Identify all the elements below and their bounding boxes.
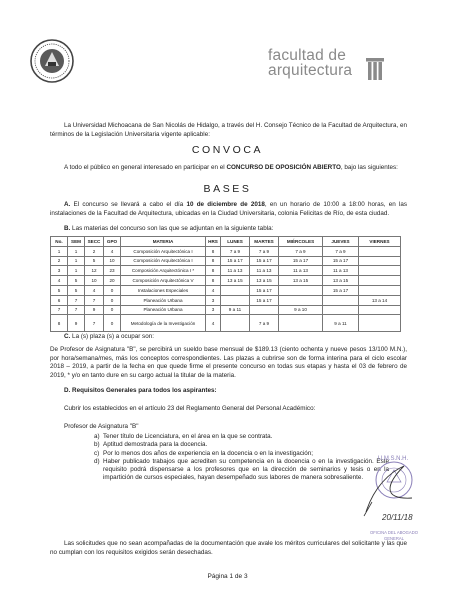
cell-miercoles: 9 a 10: [279, 305, 323, 315]
requisito-b-letter: b): [94, 441, 100, 448]
cell-secc: 12: [85, 266, 104, 276]
cell-hrs: 8: [206, 246, 221, 256]
cell-materia: Composición Arquitectónica I: [121, 246, 206, 256]
cell-jueves: [323, 305, 359, 315]
requisito-a-text: Tener título de Licenciatura, en el área en la que se contrata.: [103, 433, 273, 440]
cell-martes: 15 a 17: [250, 256, 279, 266]
requisito-a: [94, 433, 353, 441]
cell-secc: 7: [85, 315, 104, 332]
stamp-date: 20/11/18: [382, 513, 413, 522]
cell-secc: 4: [85, 285, 104, 295]
section-c-text: La (s) plaza (s) a ocupar son:: [70, 333, 154, 340]
cell-martes: 7 a 9: [250, 315, 279, 332]
cell-viernes: [359, 315, 401, 332]
brand-line-1: facultad de: [268, 47, 347, 64]
cell-lunes: 9 a 11: [221, 305, 250, 315]
col-header-no: No.: [51, 237, 68, 247]
table-row: [51, 276, 401, 286]
cell-no: 3: [51, 266, 68, 276]
cell-viernes: [359, 246, 401, 256]
convoca-text-b: CONCURSO DE OPOSICIÓN ABIERTO: [226, 164, 341, 171]
col-header-lunes: LUNES: [221, 237, 250, 247]
official-stamp-signature: [360, 452, 430, 547]
stamp-line-3: GENERAL: [383, 536, 405, 541]
cell-lunes: 15 a 17: [221, 256, 250, 266]
cell-jueves: 13 a 15: [323, 276, 359, 286]
cell-materia: Composición Arquitectónica V: [121, 276, 206, 286]
cell-lunes: [221, 285, 250, 295]
cell-gpo: 0: [104, 285, 121, 295]
requisito-c: [94, 450, 353, 458]
section-a-date: 10 de diciembre de 2018: [186, 201, 265, 208]
brand-line-2: arquitectura: [268, 62, 353, 79]
cell-materia: Composición Arquitectónica I: [121, 256, 206, 266]
plaza-paragraph: De Profesor de Asignatura "B", se percibirá un sueldo base mensual de $189.13 (ciento ochenta y nueve pesos 13/100 M.N.), por hora/semana/mes, más los conceptos correspondientes. Las plazas a cubrirse son de forma interina para el ciclo escolar 2018 – 2019, a partir de la fecha en que quede firme el presente concurso en todas sus etapas y hasta el 03 de febrero de 2019, * y/o en tanto dure en su cargo actual la titular de la materia.: [50, 346, 407, 379]
cell-viernes: [359, 266, 401, 276]
cell-gpo: 0: [104, 315, 121, 332]
intro-paragraph: [50, 122, 407, 139]
page-footer: Página 1 de 3: [207, 573, 248, 580]
cell-no: 2: [51, 256, 68, 266]
cell-lunes: [221, 295, 250, 305]
cell-jueves: 15 a 17: [323, 256, 359, 266]
cell-gpo: 10: [104, 256, 121, 266]
convoca-text-a: A todo el público en general interesado en participar en el: [64, 164, 227, 171]
requisito-d-letter: d): [94, 458, 100, 465]
cell-sem: 5: [68, 285, 85, 295]
cell-viernes: [359, 256, 401, 266]
cell-sem: 9: [68, 315, 85, 332]
convoca-heading: CONVOCA: [191, 144, 264, 156]
cell-materia: Planeación Urbana: [121, 295, 206, 305]
cell-no: 1: [51, 246, 68, 256]
cell-gpo: 0: [104, 295, 121, 305]
cell-jueves: 9 a 11: [323, 315, 359, 332]
requisito-d-text: Haber publicado trabajos que acrediten su competencia en la docencia o en la investigación. Este requisito podrá dispensarse a los profesores que en la dirección de seminarios y tesis o en la impartición de cursos especiales, hayan desempeñado sus labores de manera sobresaliente.: [103, 458, 389, 481]
cell-sem: 7: [68, 305, 85, 315]
col-header-martes: MARTES: [250, 237, 279, 247]
cell-hrs: 8: [206, 276, 221, 286]
university-seal-icon: [29, 38, 75, 84]
cell-jueves: 11 a 13: [323, 266, 359, 276]
section-d-text: Requisitos Generales para todos los aspirantes:: [70, 387, 217, 394]
cell-sem: 5: [68, 276, 85, 286]
cell-miercoles: 11 a 13: [279, 266, 323, 276]
cell-jueves: [323, 295, 359, 305]
cell-viernes: 13 a 14: [359, 295, 401, 305]
cubrir-paragraph: Cubrir los establecidos en el artículo 23 del Reglamento General del Personal Académico:: [64, 405, 316, 412]
col-header-viernes: VIERNES: [359, 237, 401, 247]
cell-lunes: 7 a 9: [221, 246, 250, 256]
cell-materia: Instalaciones Especiales: [121, 285, 206, 295]
cell-secc: 5: [85, 256, 104, 266]
intro-text: La Universidad Michoacana de San Nicolás de Hidalgo, a través del H. Consejo Técnico de la Facultad de Arquitectura, en términos de la Legislación Universitaria vigente aplicable:: [50, 122, 407, 138]
subjects-table: [50, 236, 401, 332]
cell-sem: 1: [68, 266, 85, 276]
section-c-letter: C.: [64, 333, 71, 340]
section-a-paragraph: [50, 201, 407, 218]
section-b-text: Las materias del concurso son las que se adjuntan en la siguiente tabla:: [70, 225, 274, 232]
cell-no: 8: [51, 315, 68, 332]
cell-gpo: 23: [104, 266, 121, 276]
cell-jueves: 7 a 9: [323, 246, 359, 256]
solicitudes-paragraph: [50, 540, 407, 557]
cell-lunes: 13 a 15: [221, 276, 250, 286]
cell-gpo: 4: [104, 246, 121, 256]
table-row: [51, 266, 401, 276]
requisito-b: [94, 441, 353, 449]
col-header-jueves: JUEVES: [323, 237, 359, 247]
cell-lunes: 11 a 13: [221, 266, 250, 276]
col-header-hrs: HRS: [206, 237, 221, 247]
cell-no: 5: [51, 285, 68, 295]
section-d-letter: D.: [64, 387, 71, 394]
convoca-paragraph: [50, 164, 407, 173]
solicitudes-text: Las solicitudes que no sean acompañadas de la documentación que avale los méritos curriculares del solicitante y las que no cumplan con los requisitos exigidos serán desechadas.: [50, 540, 407, 556]
cell-sem: 1: [68, 256, 85, 266]
col-header-secc: SECC: [85, 237, 104, 247]
requisito-a-letter: a): [94, 433, 100, 440]
requisito-d: [94, 458, 389, 482]
section-b-paragraph: [50, 225, 407, 234]
cell-materia: Planeación Urbana: [121, 305, 206, 315]
cell-viernes: [359, 285, 401, 295]
section-c-paragraph: [50, 333, 407, 342]
cell-lunes: [221, 315, 250, 332]
cell-no: 4: [51, 276, 68, 286]
profesor-line: Profesor de Asignatura "B": [64, 423, 139, 430]
cell-gpo: 0: [104, 305, 121, 315]
cell-miercoles: [279, 285, 323, 295]
table-row: [51, 246, 401, 256]
cell-miercoles: [279, 315, 323, 332]
cell-martes: 15 a 17: [250, 295, 279, 305]
cell-viernes: [359, 305, 401, 315]
cell-hrs: 4: [206, 315, 221, 332]
table-row: [51, 305, 401, 315]
cell-no: 7: [51, 305, 68, 315]
column-logo-icon: [366, 58, 384, 80]
section-a-text-post: , en un horario de 10:00 a 18:00 horas, en las instalaciones de la Facultad de Arquitectura, ubicadas en la Ciudad Universitaria, colonia Felicitas de Río, de esta ciudad.: [50, 201, 408, 217]
table-row: [51, 285, 401, 295]
stamp-line-1: U.M.S.N.H.: [377, 456, 409, 462]
cell-no: 6: [51, 295, 68, 305]
cell-sem: 7: [68, 295, 85, 305]
faculty-brand: [268, 48, 368, 78]
cell-hrs: 8: [206, 266, 221, 276]
cell-materia: Composición Arquitectónica I *: [121, 266, 206, 276]
col-header-gpo: GPO: [104, 237, 121, 247]
table-header-row: [51, 237, 401, 247]
section-a-text-pre: El concurso se llevará a cabo el día: [70, 201, 187, 208]
section-d-paragraph: [50, 387, 350, 396]
table-row: [51, 315, 401, 332]
col-header-sem: SEM: [68, 237, 85, 247]
cell-sem: 1: [68, 246, 85, 256]
cell-secc: 7: [85, 295, 104, 305]
cell-jueves: 15 a 17: [323, 285, 359, 295]
cell-hrs: 4: [206, 285, 221, 295]
cell-martes: 11 a 13: [250, 266, 279, 276]
stamp-line-2: OFICINA DEL ABOGADO: [369, 530, 419, 535]
table-row: [51, 256, 401, 266]
bases-heading: BASES: [203, 183, 252, 195]
cell-secc: 9: [85, 305, 104, 315]
cell-martes: 7 a 9: [250, 246, 279, 256]
cell-viernes: [359, 276, 401, 286]
cell-hrs: 3: [206, 295, 221, 305]
cell-miercoles: 15 a 17: [279, 256, 323, 266]
section-a-letter: A.: [64, 201, 71, 208]
cell-martes: [250, 305, 279, 315]
cell-hrs: 8: [206, 256, 221, 266]
cell-materia: Metodología de la Investigación: [121, 315, 206, 332]
cell-gpo: 20: [104, 276, 121, 286]
requisito-c-text: Por lo menos dos años de experiencia en la docencia o en la investigación;: [103, 450, 314, 457]
col-header-materia: MATERIA: [121, 237, 206, 247]
cell-secc: 10: [85, 276, 104, 286]
cell-martes: 15 a 17: [250, 285, 279, 295]
col-header-miercoles: MIÉRCOLES: [279, 237, 323, 247]
table-row: [51, 295, 401, 305]
requisito-b-text: Aptitud demostrada para la docencia.: [103, 441, 208, 448]
cell-secc: 2: [85, 246, 104, 256]
cell-martes: 13 a 15: [250, 276, 279, 286]
cell-miercoles: [279, 295, 323, 305]
convoca-text-c: , bajo las siguientes:: [340, 164, 398, 171]
cell-hrs: 3: [206, 305, 221, 315]
cell-miercoles: 7 a 9: [279, 246, 323, 256]
section-b-letter: B.: [64, 225, 71, 232]
requisito-c-letter: c): [94, 450, 100, 457]
cell-miercoles: 13 a 15: [279, 276, 323, 286]
